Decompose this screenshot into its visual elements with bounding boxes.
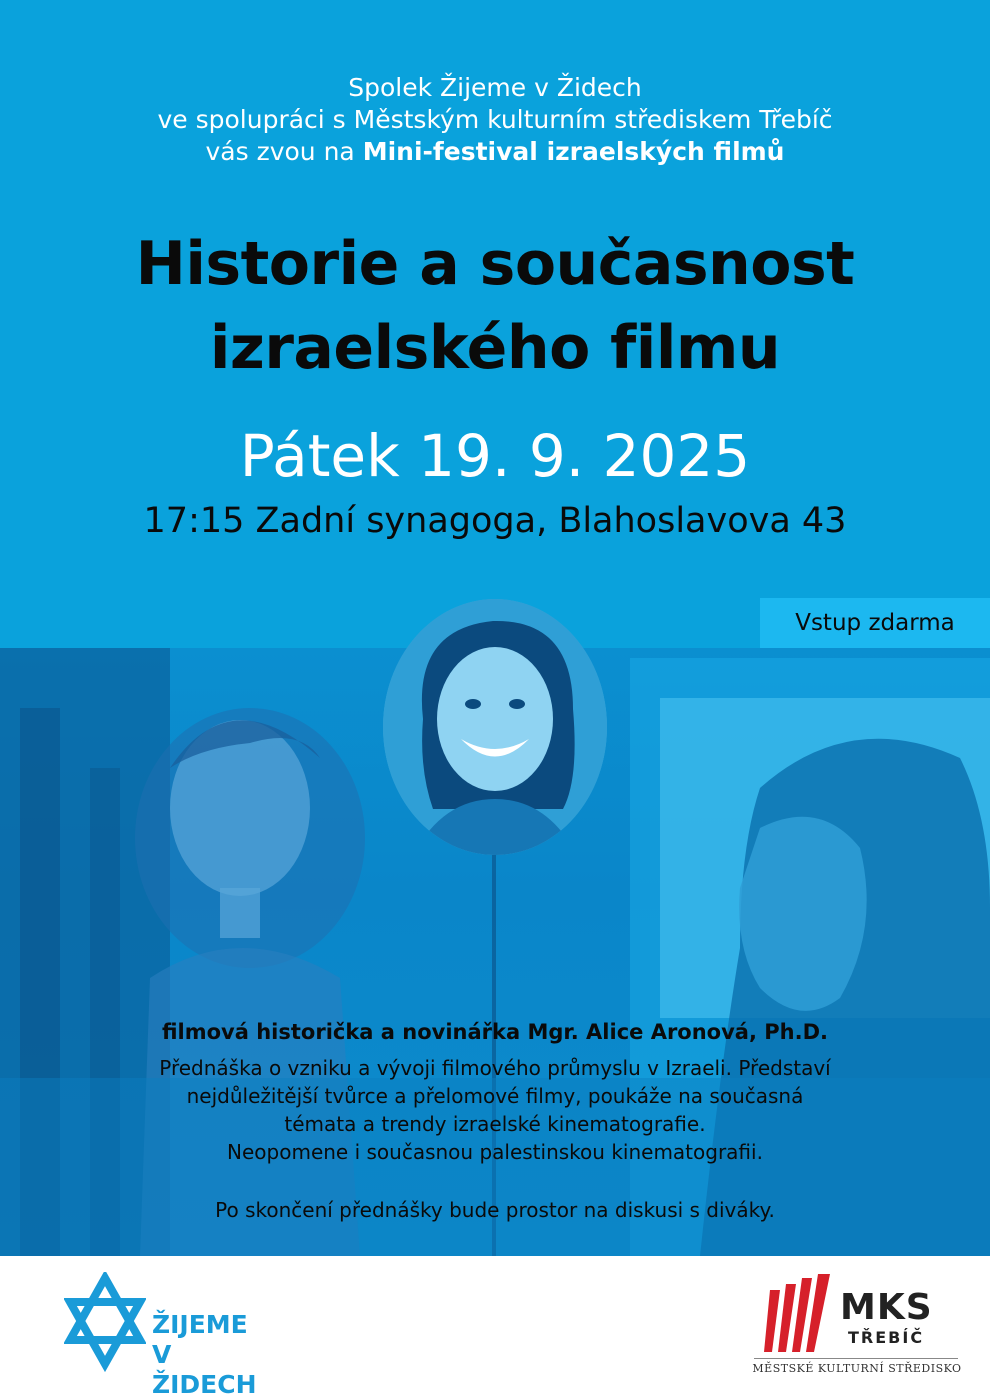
festival-name: Mini-festival izraelských filmů — [362, 137, 785, 166]
description-line2: nejdůležitější tvůrce a přelomové filmy, poukáže na současná — [186, 1084, 804, 1108]
intro-line-invite — [0, 136, 990, 168]
speaker-name: filmová historička a novinářka Mgr. Alice Aronová, Ph.D. — [161, 1020, 828, 1044]
event-title-line2: izraelského filmu — [209, 313, 781, 383]
event-title-line1: Historie a současnost — [135, 229, 855, 299]
zijeme-logo-line1: ŽIJEME — [152, 1310, 248, 1339]
event-time-place: 17:15 Zadní synagoga, Blahoslavova 43 — [143, 501, 847, 541]
free-entry-badge: Vstup zdarma — [760, 598, 990, 648]
mks-stripes-icon — [752, 1272, 838, 1356]
mks-logo-subtitle: MĚSTSKÉ KULTURNÍ STŘEDISKO — [752, 1362, 962, 1375]
speaker-portrait — [383, 599, 607, 855]
mks-logo-text: MKS — [840, 1287, 933, 1328]
zijeme-logo-text — [152, 1310, 284, 1400]
intro-line-partner: ve spolupráci s Městským kulturním střediskem Třebíč — [157, 105, 833, 134]
event-title — [0, 222, 990, 390]
intro-invite-prefix: vás zvou na — [205, 137, 363, 166]
description-line3: témata a trendy izraelské kinematografie. — [284, 1112, 706, 1136]
mks-logo-divider — [754, 1358, 958, 1359]
zijeme-v-zidech-logo — [64, 1272, 284, 1399]
intro-line-organizer: Spolek Žijeme v Židech — [348, 73, 642, 102]
mks-logo-city: TŘEBÍČ — [848, 1328, 925, 1347]
discussion-note: Po skončení přednášky bude prostor na diskusi s diváky. — [215, 1198, 775, 1222]
star-of-david-icon — [64, 1272, 146, 1372]
description-line1: Přednáška o vzniku a vývoji filmového průmyslu v Izraeli. Představí — [159, 1056, 831, 1080]
description-line4: Neopomene i současnou palestinskou kinematografii. — [227, 1140, 763, 1164]
event-date: Pátek 19. 9. 2025 — [239, 422, 751, 490]
intro-text — [0, 72, 990, 168]
lecture-description — [80, 1054, 910, 1166]
mks-trebic-logo — [752, 1272, 962, 1382]
zijeme-logo-line2: V ŽIDECH — [152, 1340, 257, 1399]
